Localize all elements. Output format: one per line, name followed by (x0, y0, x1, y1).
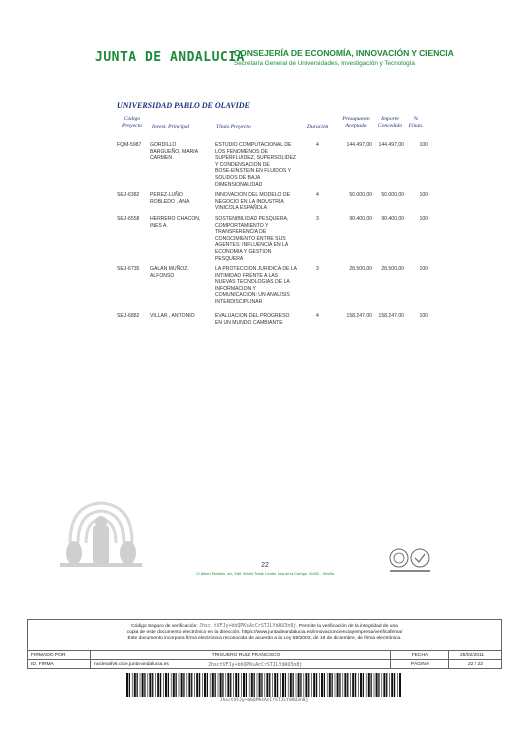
fecha-label: FECHA (411, 652, 429, 658)
barcode-bar (191, 673, 192, 697)
cell-titulo-line: ECONOMIA Y GESTION (215, 248, 272, 255)
cell-presupuesto: 144.497,00 (346, 142, 372, 148)
barcode-bar (220, 673, 222, 697)
verification-line1-pre: Código Seguro de verificación: (131, 624, 198, 629)
cell-importe: 90.400,00 (381, 216, 404, 222)
cell-importe: 28.500,00 (381, 266, 404, 272)
barcode-bar (368, 673, 370, 697)
cell-codigo: SEJ-6735 (117, 266, 140, 272)
barcode-bar (339, 673, 340, 697)
cell-duracion: 3 (316, 266, 319, 272)
header-codigo-line2: Proyecto (122, 123, 142, 129)
pagina-value: 22 / 22 (468, 661, 483, 667)
cell-titulo-line: SUPERFLUIDEZ, SUPERSOLIDEZ (215, 155, 296, 162)
barcode-bar (311, 673, 312, 697)
certification-logos-icon (388, 545, 432, 575)
barcode-bar (282, 673, 284, 697)
barcode-bar (149, 673, 151, 697)
barcode-bar (227, 673, 229, 697)
cell-financiacion: 100 (419, 142, 428, 148)
header-duracion: Duración (307, 124, 329, 130)
barcode-bar (378, 673, 379, 697)
barcode-bar (280, 673, 281, 697)
barcode-bar (165, 673, 167, 697)
barcode-bar (168, 673, 169, 697)
barcode-bar (360, 673, 362, 697)
header-presupuesto-line2: Aceptado (345, 123, 367, 129)
barcode-bar (344, 673, 346, 697)
cell-titulo-line: BOSE-EINSTEIN EN FLUIDOS Y (215, 168, 292, 175)
barcode-bar (212, 673, 214, 697)
cell-titulo (215, 313, 311, 326)
barcode-bar (194, 673, 195, 697)
footer-address: C/ Albert Einstein, s/n, Edif. World Trade Center, Isla de la Cartuja. 41092 - Sevilla (196, 572, 334, 576)
barcode-bar (148, 673, 149, 697)
barcode-bar (376, 673, 378, 697)
cell-duracion: 4 (316, 142, 319, 148)
barcode-bar (305, 673, 307, 697)
header-financiacion (405, 116, 427, 130)
id-firma-label: ID. FIRMA (31, 661, 54, 667)
cell-titulo-line: COMPORTAMIENTO Y (215, 222, 269, 229)
barcode-bar (272, 673, 273, 697)
cell-titulo-line: AGENTES: INFLUENCIA EN LA (215, 242, 289, 249)
barcode-bar (290, 673, 292, 697)
barcode-bar (137, 673, 138, 697)
barcode-text: JhsctVFJy+bbQPKsAcCrSTJLYdAU3n8j (219, 698, 309, 703)
cell-titulo-line: INFORMACION Y (215, 285, 256, 292)
cell-titulo-line: TRANSFERENCIA DE (215, 229, 267, 236)
cell-titulo (215, 216, 311, 262)
cell-titulo-line: VINICOLA ESPAÑOLA (215, 205, 267, 212)
cell-investigador-line: VILLAR , ANTONIO (150, 313, 195, 319)
barcode-bar (321, 673, 323, 697)
cell-codigo: FQM-5987 (117, 142, 142, 148)
barcode-bar (383, 673, 385, 697)
barcode-bar (173, 673, 175, 697)
barcode-bar (222, 673, 223, 697)
cell-financiacion: 100 (419, 313, 428, 319)
cell-investigador-line: GALAN MUÑOZ, (150, 266, 189, 272)
barcode-bar (126, 673, 128, 697)
barcode-bar (277, 673, 278, 697)
cell-financiacion: 100 (419, 192, 428, 198)
cell-investigador (150, 266, 214, 279)
cell-importe: 50.000,00 (381, 192, 404, 198)
cell-presupuesto: 28.500,00 (349, 266, 372, 272)
barcode-bar (181, 673, 183, 697)
barcode-bar (324, 673, 325, 697)
cell-codigo: SEJ-6558 (117, 216, 140, 222)
cell-importe: 144.497,00 (378, 142, 404, 148)
cell-titulo-line: SOLIDOS DE BAJA (215, 174, 261, 181)
barcode-bar (259, 673, 261, 697)
barcode-bar (140, 673, 141, 697)
cell-investigador-line: ROBLEDO , ANA (150, 198, 190, 205)
barcode-bar (243, 673, 245, 697)
barcode-bar (157, 673, 159, 697)
cell-titulo-line: ESTUDIO COMPUTACIONAL DE (215, 142, 292, 148)
firmado-value: TRIGUERO RUIZ FRANCISCO (211, 652, 281, 658)
header-presupuesto-line1: Presupuesto (342, 116, 370, 122)
cell-investigador-line: BARGUEÑO, MARIA (150, 148, 199, 155)
barcode-bar (142, 673, 144, 697)
barcode-bar (266, 673, 268, 697)
id-firma-value: nucleoafv5.cice.junta-andalucia.es (94, 661, 169, 667)
cell-investigador (150, 313, 214, 320)
cell-investigador-line: INES A. (150, 222, 168, 229)
barcode-bar (399, 673, 401, 697)
cell-codigo: SEJ-6882 (117, 313, 140, 319)
cell-investigador (150, 216, 214, 229)
cell-presupuesto: 50.000,00 (349, 192, 372, 198)
cell-titulo-line: INTERDISCIPLINAR (215, 298, 263, 305)
cell-titulo-line: INNOVACION DEL MODELO DE (215, 192, 291, 198)
consejeria-title: CONSEJERÍA DE ECONOMÍA, INNOVACIÓN Y CIENCIA (234, 48, 454, 58)
cell-titulo (215, 192, 311, 212)
barcode-bar (343, 673, 344, 697)
cell-titulo-line: Y CONDENSACION DE (215, 161, 270, 168)
barcode-bar (226, 673, 227, 697)
barcode-bar (304, 673, 305, 697)
barcode-bar (319, 673, 320, 697)
barcode-bar (202, 673, 203, 697)
header-titulo: Título Proyecto (216, 124, 251, 130)
barcode-bar (196, 673, 198, 697)
header-importe-line2: Concedido (377, 123, 403, 129)
barcode-bar (332, 673, 333, 697)
barcode-bar (179, 673, 180, 697)
barcode-bar (152, 673, 153, 697)
cell-presupuesto: 158.247,00 (346, 313, 372, 319)
cell-titulo-line: LA PROTECCION JURIDICA DE LA (215, 266, 298, 272)
barcode-bar (358, 673, 359, 697)
barcode-bar (327, 673, 328, 697)
barcode-bar (144, 673, 145, 697)
barcode-bar (389, 673, 390, 697)
cell-titulo (215, 142, 311, 188)
cell-titulo-line: SOSTENIBILIDAD PESQUERA, (215, 216, 289, 222)
fecha-value: 25/02/2011 (460, 652, 485, 658)
barcode-bar (132, 673, 133, 697)
header-codigo (116, 116, 148, 130)
header-presupuesto (338, 116, 374, 130)
barcode-bar (352, 673, 354, 697)
barcode-bar (187, 673, 188, 697)
barcode-bar (235, 673, 237, 697)
university-title: UNIVERSIDAD PABLO DE OLAVIDE (117, 101, 250, 110)
cell-titulo-line: EN UN MUNDO CAMBIANTE (215, 319, 283, 326)
barcode-bar (298, 673, 300, 697)
cell-investigador-line: CARMEN (150, 155, 173, 162)
verification-line1-post: . Permite la verificación de la integridad de una (296, 624, 398, 629)
barcode-bar (218, 673, 219, 697)
cell-titulo-line: EVALUACION DEL PROGRESO (215, 313, 290, 319)
barcode-bar (246, 673, 247, 697)
barcode-bar (230, 673, 231, 697)
cell-titulo-line: DIMENSIONALIDAD (215, 181, 263, 188)
secretaria-subtitle: Secretaría General de Universidades, Investigación y Tecnología (234, 60, 415, 67)
header-importe (374, 116, 406, 130)
barcode-bar (347, 673, 348, 697)
barcode-icon (126, 673, 402, 697)
firmado-label: FIRMADO POR (31, 652, 66, 658)
cell-investigador-line: PEREZ-LUÑO (150, 192, 183, 198)
barcode-bar (337, 673, 339, 697)
barcode-bar (249, 673, 250, 697)
barcode-bar (391, 673, 393, 697)
barcode-bar (215, 673, 216, 697)
barcode-bar (366, 673, 367, 697)
junta-logo-text: JUNTA DE ANDALUCIA (95, 50, 245, 65)
barcode-bar (350, 673, 351, 697)
barcode-bar (241, 673, 242, 697)
barcode-bar (355, 673, 356, 697)
barcode-bar (171, 673, 172, 697)
barcode-bar (363, 673, 364, 697)
header-financiacion-line2: Finan. (408, 123, 424, 129)
barcode-bar (163, 673, 164, 697)
junta-emblem-icon (60, 495, 142, 570)
cell-presupuesto: 90.400,00 (349, 216, 372, 222)
barcode-bar (335, 673, 336, 697)
barcode-bar (188, 673, 190, 697)
barcode-bar (257, 673, 258, 697)
barcode-bar (300, 673, 301, 697)
cell-titulo-line: PESQUERA (215, 255, 244, 262)
cell-investigador-line: GORDILLO (150, 142, 177, 148)
verification-code: Jhsc tVFJy+bbQPKsAcCrSTJLYdAU3n8j (199, 623, 297, 629)
barcode-bar (134, 673, 136, 697)
barcode-bar (382, 673, 383, 697)
cell-investigador-line: HERRERO CHACON, (150, 216, 201, 222)
barcode-bar (265, 673, 266, 697)
cell-duracion: 4 (316, 313, 319, 319)
cell-titulo-line: LOS FENOMENOS DE (215, 148, 268, 155)
barcode-bar (386, 673, 387, 697)
cell-titulo-line: NUEVAS TECNOLOGIAS DE LA (215, 279, 290, 286)
barcode-bar (296, 673, 297, 697)
verification-text (28, 623, 501, 642)
barcode-bar (293, 673, 294, 697)
header-codigo-line1: Código (123, 116, 141, 122)
cell-titulo-line: CONOCIMIENTO ENTRE SUS (215, 235, 286, 242)
page-number: 22 (261, 562, 269, 569)
barcode-bar (374, 673, 375, 697)
verification-line2[interactable]: copia de este documento electrónico en la dirección: https://www.juntadeandalucia.es/innovacioncienciayempresa/verificafirma/ (126, 630, 403, 636)
barcode-bar (254, 673, 255, 697)
barcode-bar (199, 673, 200, 697)
barcode-bar (329, 673, 331, 697)
cell-duracion: 3 (316, 216, 319, 222)
barcode-bar (313, 673, 315, 697)
cell-investigador (150, 192, 214, 205)
barcode-bar (394, 673, 395, 697)
header-financiacion-line1: % (413, 116, 419, 122)
cell-duracion: 4 (316, 192, 319, 198)
cell-codigo: SEJ-6382 (117, 192, 140, 198)
barcode-bar (183, 673, 184, 697)
verification-line3: Este documento incorpora firma electrónica reconocida de acuerdo a la Ley 59/2003, de 19 de diciembre, de firma electrónica. (127, 636, 402, 642)
barcode-bar (204, 673, 206, 697)
barcode-bar (155, 673, 156, 697)
barcode-bar (160, 673, 161, 697)
barcode-bar (129, 673, 130, 697)
barcode-bar (397, 673, 398, 697)
barcode-bar (288, 673, 289, 697)
cell-investigador-line: ALFONSO (150, 272, 175, 279)
barcode-bar (207, 673, 208, 697)
cell-investigador (150, 142, 214, 162)
barcode-bar (238, 673, 239, 697)
id-firma-row (28, 659, 501, 669)
barcode-bar (308, 673, 309, 697)
verification-box (27, 619, 502, 669)
barcode-bar (274, 673, 276, 697)
barcode-bar (371, 673, 372, 697)
barcode-bar (210, 673, 211, 697)
barcode-bar (176, 673, 177, 697)
cell-importe: 158.247,00 (378, 313, 404, 319)
barcode-bar (285, 673, 286, 697)
cell-titulo (215, 266, 311, 306)
cell-titulo-line: NEGOCIO EN LA INDUSTRIA (215, 198, 284, 205)
barcode-bar (261, 673, 262, 697)
cell-financiacion: 100 (419, 266, 428, 272)
pagina-label: PÁGINA (410, 661, 430, 667)
barcode-bar (251, 673, 253, 697)
cell-financiacion: 100 (419, 216, 428, 222)
header-importe-line1: Importe (381, 116, 399, 122)
header-investigador: Invest. Principal (152, 124, 190, 130)
cell-titulo-line: COMUNICACION: UN ANALISIS (215, 292, 290, 299)
barcode-bar (233, 673, 234, 697)
barcode-bar (316, 673, 317, 697)
cell-titulo-line: INTIMIDAD FRENTE A LAS (215, 272, 279, 279)
id-firma-code: JhsctVFJy+bbQPKsAcCrSTJLYdAU3n8j (208, 661, 303, 668)
barcode-bar (269, 673, 270, 697)
